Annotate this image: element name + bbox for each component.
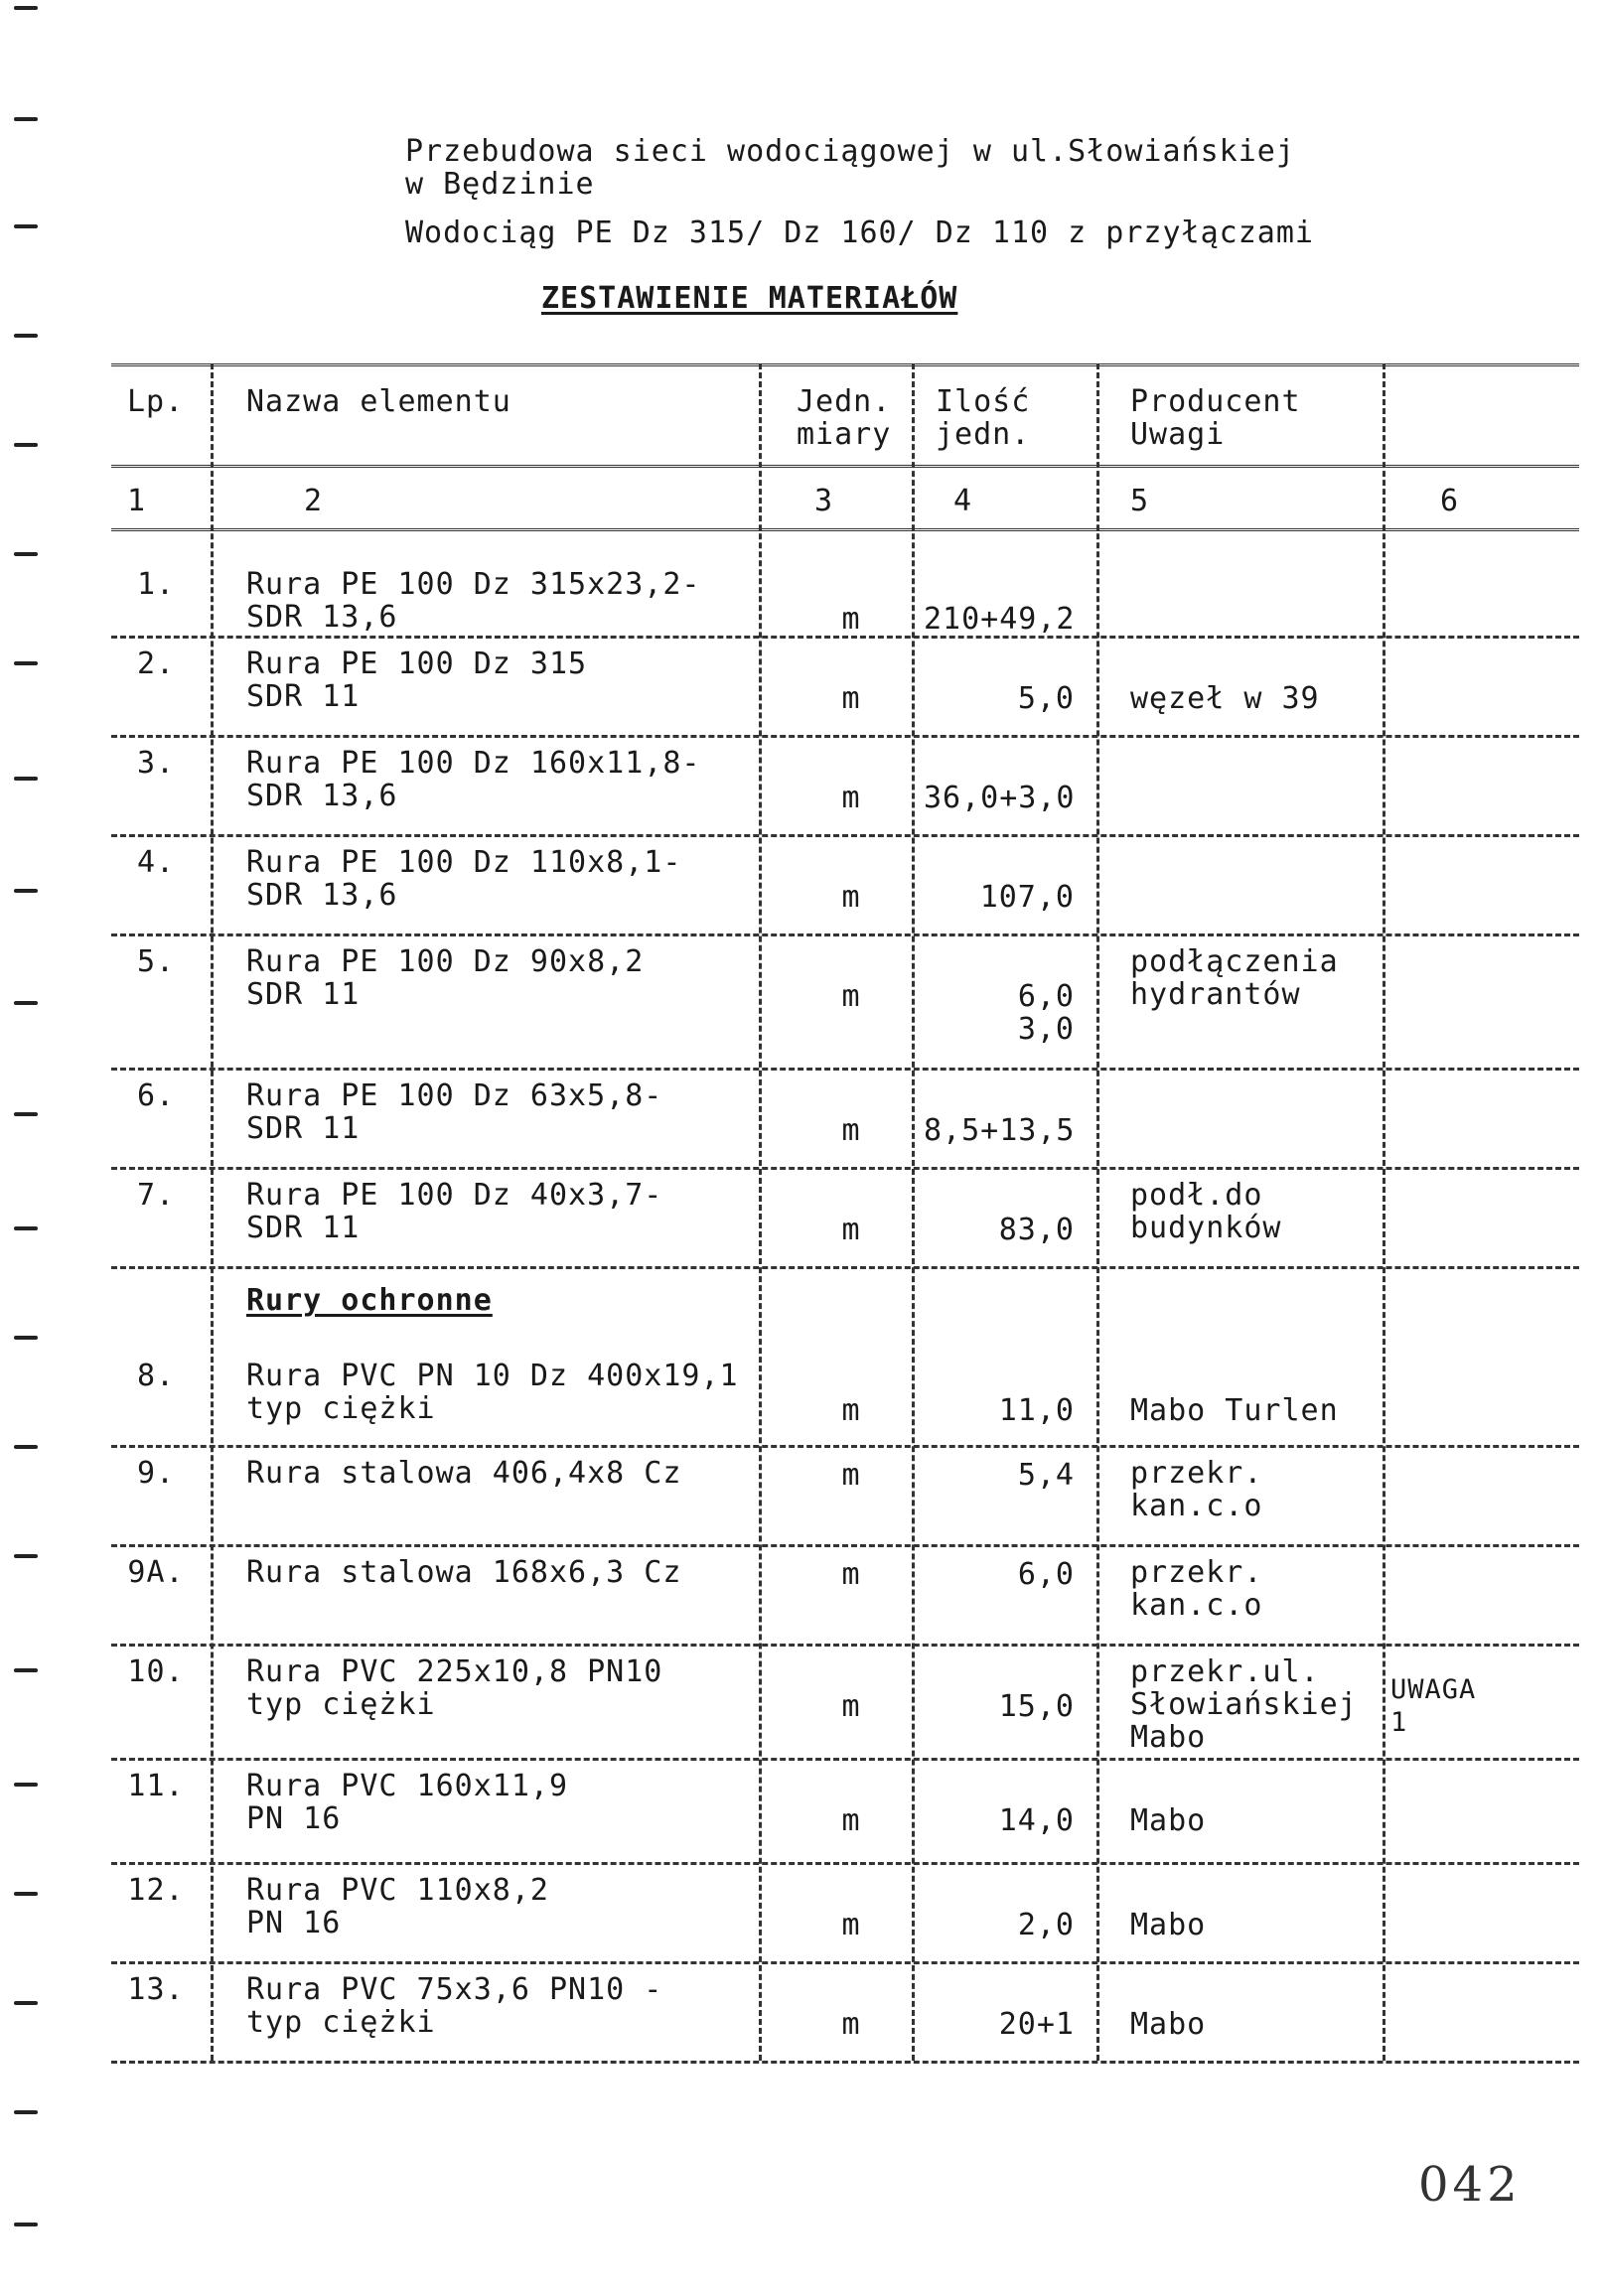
header-unit-line-2: miary [797, 417, 892, 452]
heading-line-1: Przebudowa sieci wodociągowej w ul.Słowiańskiej [405, 134, 1295, 169]
column-number-4: 4 [953, 484, 973, 518]
row-number: 10. [127, 1654, 185, 1689]
row-producer-line: budynków [1130, 1211, 1282, 1245]
row-name-line: Rura PVC PN 10 Dz 400x19,1 [246, 1359, 739, 1393]
page-number: 042 [1418, 2157, 1522, 2213]
row-name-line: typ ciężki [246, 1687, 436, 1722]
column-divider [1096, 363, 1099, 2061]
column-number-2: 2 [304, 484, 324, 518]
row-number: 9A. [127, 1555, 185, 1590]
row-name-line: Rura stalowa 406,4x8 Cz [246, 1456, 682, 1491]
row-name-line: SDR 11 [246, 1111, 361, 1146]
row-quantity: 20+1 [998, 2007, 1075, 2042]
row-producer-line: Mabo Turlen [1130, 1393, 1339, 1428]
row-name-line: Rura PE 100 Dz 160x11,8- [246, 746, 701, 781]
header-bottom-rule [111, 465, 1579, 468]
row-producer-line: Mabo [1130, 1803, 1207, 1838]
row-producer-line: podł.do [1130, 1178, 1263, 1213]
column-number-6: 6 [1440, 484, 1460, 518]
header-qty-line-1: Ilość [936, 384, 1031, 419]
row-separator [111, 1445, 1579, 1448]
header-producer-line-1: Producent [1130, 384, 1301, 419]
row-producer-line: przekr. [1130, 1456, 1263, 1491]
column-divider [759, 363, 762, 2061]
row-name-line: SDR 13,6 [246, 600, 398, 635]
row-name-line: SDR 11 [246, 977, 361, 1012]
row-quantity: 15,0 [998, 1689, 1075, 1724]
header-lp: Lp. [127, 384, 185, 419]
row-note-line: UWAGA [1390, 1674, 1477, 1705]
row-quantity: 3,0 [1017, 1012, 1075, 1047]
row-unit: m [841, 2007, 861, 2042]
row-separator [111, 1068, 1579, 1071]
row-unit: m [841, 1908, 861, 1942]
row-number: 9. [136, 1456, 176, 1491]
row-number: 5. [136, 944, 176, 979]
column-divider [1383, 363, 1385, 2061]
row-separator [111, 1961, 1579, 1964]
row-producer-line: Mabo [1130, 1720, 1207, 1755]
column-numbers-rule [111, 528, 1579, 531]
row-number: 7. [136, 1178, 176, 1213]
row-name-line: Rura PE 100 Dz 110x8,1- [246, 845, 682, 880]
header-top-rule [111, 363, 1579, 366]
row-name-line: PN 16 [246, 1801, 342, 1836]
row-name-line: typ ciężki [246, 1391, 436, 1426]
row-separator [111, 1544, 1579, 1547]
row-quantity: 5,0 [1017, 681, 1075, 716]
row-unit: m [841, 781, 861, 815]
row-name-line: Rura PE 100 Dz 63x5,8- [246, 1078, 663, 1113]
row-number: 1. [136, 567, 176, 602]
header-name: Nazwa elementu [246, 384, 511, 419]
row-name-line: Rura PE 100 Dz 315x23,2- [246, 567, 701, 602]
row-producer-line: przekr. [1130, 1555, 1263, 1590]
row-name-line: SDR 11 [246, 679, 361, 714]
row-quantity: 210+49,2 [924, 602, 1076, 637]
header-qty-line-2: jedn. [936, 417, 1031, 452]
row-unit: m [841, 1213, 861, 1247]
section-subheading: Rury ochronne [246, 1283, 493, 1318]
row-number: 11. [127, 1769, 185, 1803]
row-separator [111, 933, 1579, 936]
row-quantity: 107,0 [979, 880, 1075, 915]
row-separator [111, 1644, 1579, 1647]
row-quantity: 14,0 [998, 1803, 1075, 1838]
row-quantity: 2,0 [1017, 1908, 1075, 1942]
row-separator [111, 735, 1579, 738]
row-unit: m [841, 1689, 861, 1724]
row-quantity: 83,0 [998, 1213, 1075, 1247]
row-unit: m [841, 681, 861, 716]
row-name-line: Rura stalowa 168x6,3 Cz [246, 1555, 682, 1590]
row-name-line: PN 16 [246, 1906, 342, 1940]
row-quantity: 6,0 [1017, 1557, 1075, 1592]
heading-line-2: w Będzinie [405, 167, 595, 202]
row-unit: m [841, 1113, 861, 1148]
row-unit: m [841, 602, 861, 637]
row-unit: m [841, 1557, 861, 1592]
row-producer-line: kan.c.o [1130, 1588, 1263, 1623]
row-number: 3. [136, 746, 176, 781]
row-number: 8. [136, 1359, 176, 1393]
header-unit-line-1: Jedn. [797, 384, 892, 419]
row-separator [111, 1758, 1579, 1761]
row-unit: m [841, 880, 861, 915]
row-number: 4. [136, 845, 176, 880]
row-unit: m [841, 1803, 861, 1838]
row-producer-line: hydrantów [1130, 977, 1301, 1012]
row-name-line: Rura PVC 110x8,2 [246, 1873, 549, 1908]
row-separator [111, 1862, 1579, 1865]
row-quantity: 5,4 [1017, 1458, 1075, 1493]
row-quantity: 11,0 [998, 1393, 1075, 1428]
row-producer-line: Słowiańskiej [1130, 1687, 1358, 1722]
row-name-line: Rura PVC 160x11,9 [246, 1769, 569, 1803]
row-number: 12. [127, 1873, 185, 1908]
row-producer-line: Mabo [1130, 2007, 1207, 2042]
row-name-line: SDR 11 [246, 1211, 361, 1245]
row-name-line: Rura PE 100 Dz 90x8,2 [246, 944, 645, 979]
column-number-1: 1 [127, 484, 147, 518]
row-number: 6. [136, 1078, 176, 1113]
column-number-5: 5 [1130, 484, 1150, 518]
row-producer-line: przekr.ul. [1130, 1654, 1320, 1689]
row-unit: m [841, 979, 861, 1014]
row-separator [111, 834, 1579, 837]
row-separator [111, 1167, 1579, 1170]
row-separator [111, 2061, 1579, 2064]
heading-line-3: Wodociąg PE Dz 315/ Dz 160/ Dz 110 z przyłączami [405, 215, 1314, 250]
document-title: ZESTAWIENIE MATERIAŁÓW [541, 281, 958, 316]
row-name-line: SDR 13,6 [246, 878, 398, 913]
row-quantity: 36,0+3,0 [924, 781, 1076, 815]
row-producer-line: węzeł w 39 [1130, 681, 1320, 716]
row-quantity: 6,0 [1017, 979, 1075, 1014]
row-number: 2. [136, 646, 176, 681]
row-name-line: SDR 13,6 [246, 779, 398, 813]
column-number-3: 3 [814, 484, 834, 518]
row-quantity: 8,5+13,5 [924, 1113, 1076, 1148]
row-unit: m [841, 1393, 861, 1428]
row-producer-line: Mabo [1130, 1908, 1207, 1942]
row-note-line: 1 [1390, 1707, 1408, 1738]
header-producer-line-2: Uwagi [1130, 417, 1226, 452]
row-producer-line: kan.c.o [1130, 1489, 1263, 1523]
row-producer-line: podłączenia [1130, 944, 1339, 979]
row-number: 13. [127, 1972, 185, 2007]
row-name-line: Rura PE 100 Dz 315 [246, 646, 588, 681]
column-divider [912, 363, 915, 2061]
row-name-line: typ ciężki [246, 2005, 436, 2040]
row-name-line: Rura PVC 75x3,6 PN10 - [246, 1972, 663, 2007]
column-divider [211, 363, 214, 2061]
row-unit: m [841, 1458, 861, 1493]
row-name-line: Rura PVC 225x10,8 PN10 [246, 1654, 663, 1689]
row-separator [111, 1266, 1579, 1269]
row-name-line: Rura PE 100 Dz 40x3,7- [246, 1178, 663, 1213]
